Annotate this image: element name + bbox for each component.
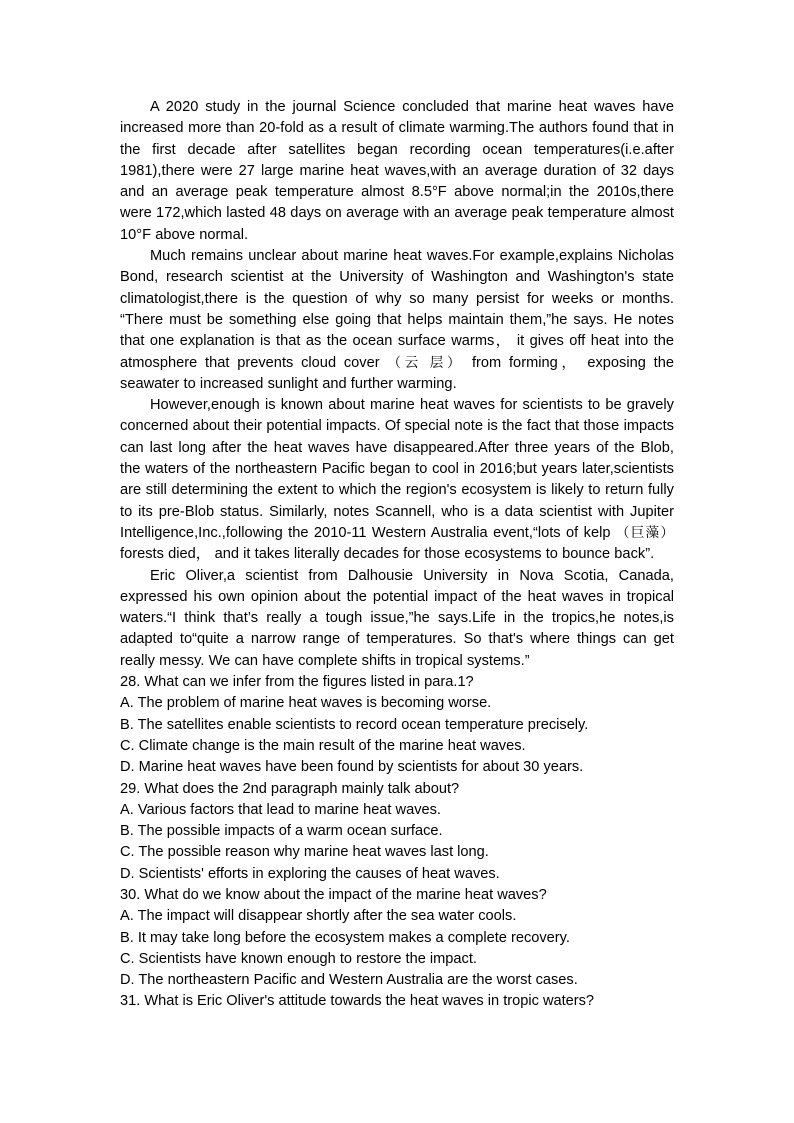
passage-paragraph [120, 97, 674, 246]
passage-paragraph [120, 395, 674, 565]
chinese-gloss: （云 层） [387, 354, 465, 371]
q28-opt-d[interactable]: D. Marine heat waves have been found by scientists for about 30 years. [120, 759, 584, 776]
reading-passage [120, 97, 674, 672]
paragraph-text-run: from forming， exposing the seawater to increased sunlight and further warming. [120, 354, 675, 392]
passage-paragraph [120, 566, 674, 672]
q28-opt-c[interactable]: C. Climate change is the main result of the marine heat waves. [120, 737, 526, 754]
q30-opt-b[interactable]: B. It may take long before the ecosystem makes a complete recovery. [120, 929, 570, 946]
q28-opt-a[interactable]: A. The problem of marine heat waves is becoming worse. [120, 695, 492, 712]
passage-paragraph [120, 246, 674, 395]
q30-opt-d[interactable]: D. The northeastern Pacific and Western Australia are the worst cases. [120, 972, 578, 989]
q29-opt-a[interactable]: A. Various factors that lead to marine heat waves. [120, 801, 441, 818]
q29-opt-c[interactable]: C. The possible reason why marine heat waves last long. [120, 844, 489, 861]
q30-opt-a[interactable]: A. The impact will disappear shortly after the sea water cools. [120, 908, 517, 925]
q28-stem: 28. What can we infer from the figures listed in para.1? [120, 674, 474, 691]
paragraph-text-run: forests died， and it takes literally decades for those ecosystems to bounce back”. [120, 546, 655, 563]
document-body [120, 97, 674, 1013]
q30-stem: 30. What do we know about the impact of the marine heat waves? [120, 886, 547, 903]
q31-stem: 31. What is Eric Oliver's attitude towards the heat waves in tropic waters? [120, 993, 595, 1010]
chinese-gloss: （巨藻） [615, 524, 674, 541]
q28-opt-b[interactable]: B. The satellites enable scientists to record ocean temperature precisely. [120, 716, 589, 733]
paragraph-text-run: However,enough is known about marine heat waves for scientists to be gravely concerned about their potential impacts. Of special note is the fact that those impacts can last long after the heat waves have disappeared.After three years of the Blob, the waters of the northeastern Pacific began to cool in 2016;but years later,scientists are still determining the extent to which the region's ecosystem is likely to return fully to its pre-Blob status. Similarly, notes Scannell, who is a data scientist with Jupiter Intelligence,Inc.,following the 2010-11 Western Australia event,“lots of kelp [120, 397, 674, 541]
question-list [120, 672, 674, 1013]
q29-opt-b[interactable]: B. The possible impacts of a warm ocean surface. [120, 823, 443, 840]
paragraph-text-run: Much remains unclear about marine heat waves.For example,explains Nicholas Bond, research scientist at the University of Washington and Washington's state climatologist,there is the question of why so many persist for weeks or months. “There must be something else going that helps maintain them,”he says. He notes that one explanation is that as the ocean surface warms， it gives off heat into the atmosphere that prevents cloud cover [120, 248, 674, 371]
paragraph-text-run: A 2020 study in the journal Science concluded that marine heat waves have increased more than 20-fold as a result of climate warming.The authors found that in the first decade after satellites began recording ocean temperatures(i.e.after 1981),there were 27 large marine heat waves,with an average duration of 32 days and an average peak temperature almost 8.5°F above normal;in the 2010s,there were 172,which lasted 48 days on average with an average peak temperature almost 10°F above normal. [120, 99, 674, 243]
q29-opt-d[interactable]: D. Scientists' efforts in exploring the causes of heat waves. [120, 865, 500, 882]
q29-stem: 29. What does the 2nd paragraph mainly talk about? [120, 780, 460, 797]
q30-opt-c[interactable]: C. Scientists have known enough to restore the impact. [120, 950, 477, 967]
paragraph-text-run: Eric Oliver,a scientist from Dalhousie University in Nova Scotia, Canada, expressed his own opinion about the potential impact of the heat waves in tropical waters.“I think that’s really a tough issue,”he says.Life in the tropics,he notes,is adapted to“quite a narrow range of temperatures. So that's where things can get really messy. We can have complete shifts in tropical systems.” [120, 567, 674, 669]
